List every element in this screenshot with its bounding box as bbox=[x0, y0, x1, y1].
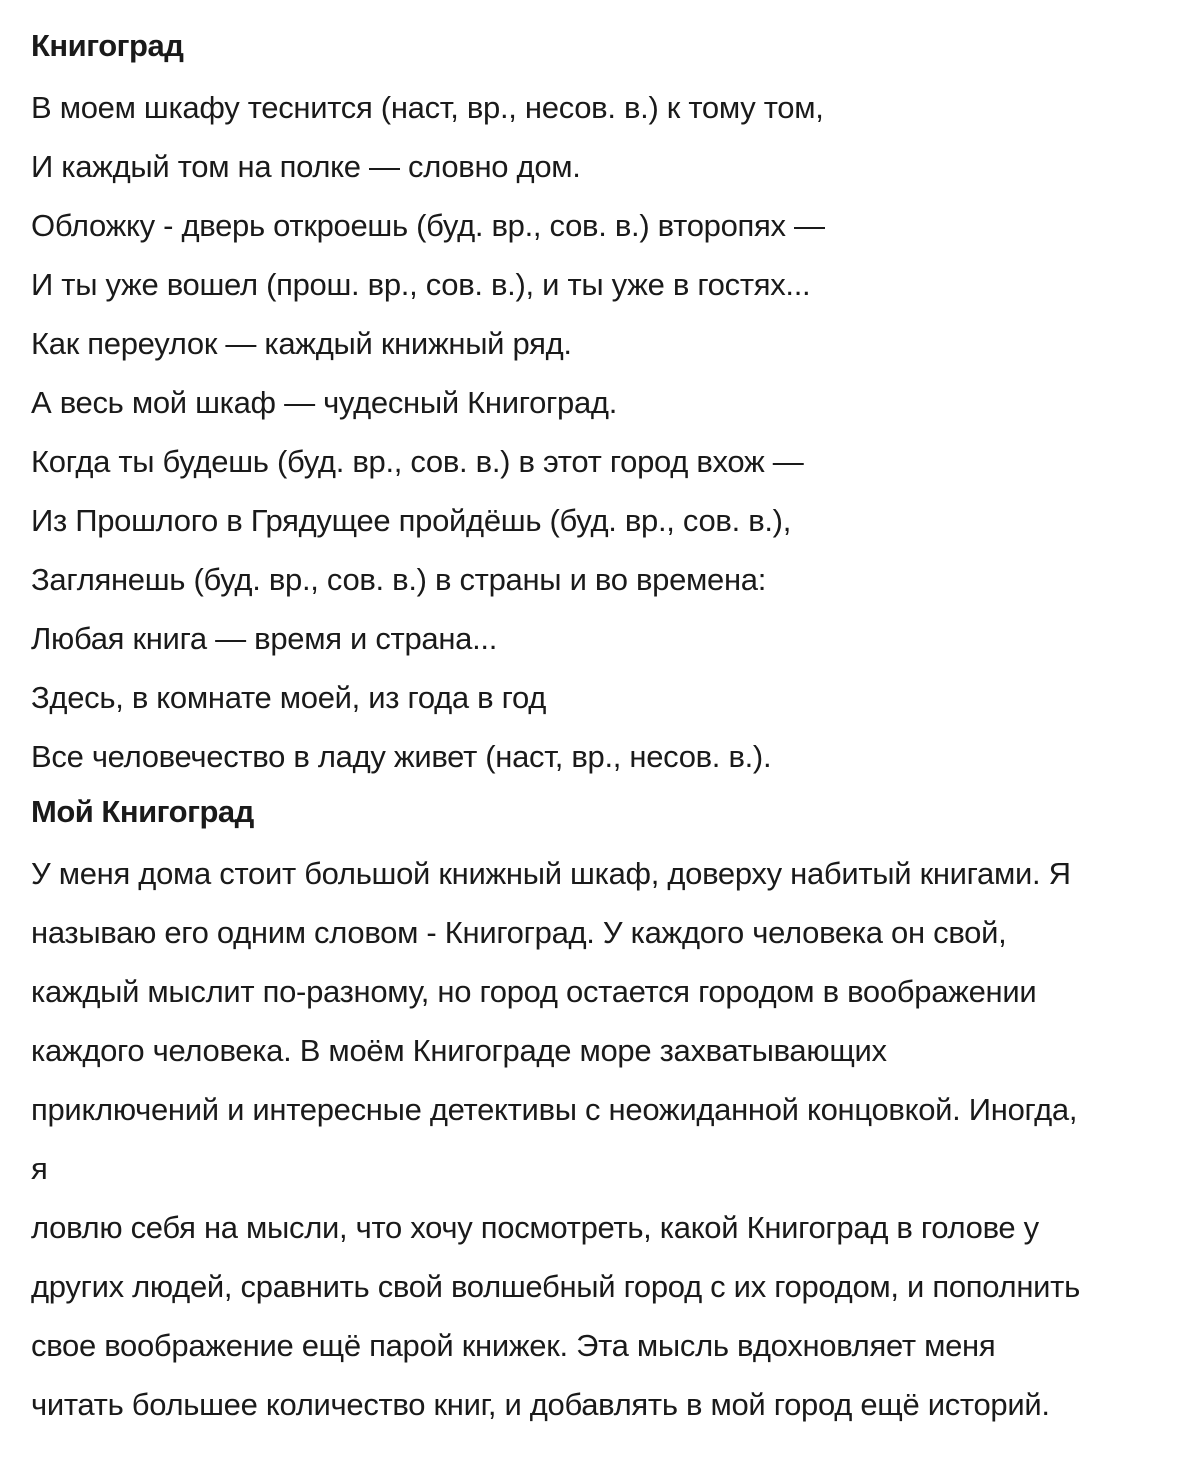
poem-title: Книгоград bbox=[31, 28, 184, 63]
essay-line: ловлю себя на мысли, что хочу посмотреть, какой Книгоград в голове у bbox=[31, 1210, 1039, 1245]
document-page bbox=[31, 22, 1181, 1434]
poem-line: Здесь, в комнате моей, из года в год bbox=[31, 680, 547, 715]
essay-title: Мой Книгоград bbox=[31, 794, 254, 829]
poem-line: Все человечество в ладу живет (наст, вр., несов. в.). bbox=[31, 739, 772, 774]
essay-body bbox=[31, 844, 1181, 1434]
poem-body bbox=[31, 78, 1181, 786]
essay-line: каждого человека. В моём Книгограде море захватывающих bbox=[31, 1033, 887, 1068]
essay-line: У меня дома стоит большой книжный шкаф, доверху набитый книгами. Я bbox=[31, 856, 1071, 891]
essay-line: других людей, сравнить свой волшебный город с их городом, и пополнить bbox=[31, 1269, 1080, 1304]
poem-line: Когда ты будешь (буд. вр., сов. в.) в этот город вхож — bbox=[31, 444, 804, 479]
poem-line: А весь мой шкаф — чудесный Книгоград. bbox=[31, 385, 618, 420]
poem-line: Из Прошлого в Грядущее пройдёшь (буд. вр., сов. в.), bbox=[31, 503, 792, 538]
essay-line: называю его одним словом - Книгоград. У каждого человека он свой, bbox=[31, 915, 1007, 950]
poem-line: И ты уже вошел (прош. вр., сов. в.), и ты уже в гостях... bbox=[31, 267, 811, 302]
poem-line: Заглянешь (буд. вр., сов. в.) в страны и во времена: bbox=[31, 562, 767, 597]
poem-line: В моем шкафу теснится (наст, вр., несов. в.) к тому том, bbox=[31, 90, 824, 125]
essay-line: читать большее количество книг, и добавлять в мой город ещё историй. bbox=[31, 1387, 1050, 1422]
essay-line: свое воображение ещё парой книжек. Эта мысль вдохновляет меня bbox=[31, 1328, 996, 1363]
poem-line: Любая книга — время и страна... bbox=[31, 621, 498, 656]
essay-line: я bbox=[31, 1151, 48, 1186]
essay-line: каждый мыслит по-разному, но город остается городом в воображении bbox=[31, 974, 1037, 1009]
poem-line: Обложку - дверь откроешь (буд. вр., сов. в.) второпях — bbox=[31, 208, 825, 243]
poem-line: Как переулок — каждый книжный ряд. bbox=[31, 326, 572, 361]
poem-line: И каждый том на полке — словно дом. bbox=[31, 149, 581, 184]
essay-line: приключений и интересные детективы с неожиданной концовкой. Иногда, bbox=[31, 1092, 1078, 1127]
